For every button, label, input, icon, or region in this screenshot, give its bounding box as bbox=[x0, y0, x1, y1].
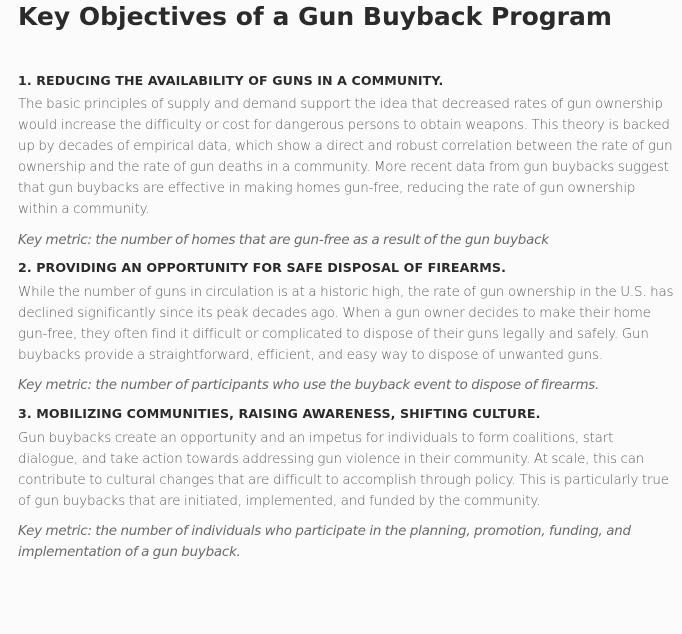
objective-heading: 2. PROVIDING AN OPPORTUNITY FOR SAFE DISPOSAL OF FIREARMS. bbox=[18, 260, 506, 275]
key-metric: Key metric: the number of individuals who participate in the planning, promotion, funding, and implementation of a gun buyback. bbox=[18, 524, 631, 560]
objective-body: While the number of guns in circulation is at a historic high, the rate of gun ownership in the U.S. has declined significantly since its peak decades ago. When a gun owner decides to make their home gun-free, they often find it difficult or complicated to dispose of their guns legally and safely. Gun buybacks provide a straightforward, efficient, and easy way to dispose of unwanted guns. bbox=[18, 285, 674, 363]
objective-heading: 3. MOBILIZING COMMUNITIES, RAISING AWARENESS, SHIFTING CULTURE. bbox=[18, 406, 541, 421]
objective-section-3 bbox=[18, 404, 676, 563]
objective-body: Gun buybacks create an opportunity and an impetus for individuals to form coalitions, start dialogue, and take action towards addressing gun violence in their community. At scale, this can contribute to cultural changes that are difficult to accomplish through policy. This is particularly true of gun buybacks that are initiated, implemented, and funded by the community. bbox=[18, 431, 669, 509]
key-metric: Key metric: the number of homes that are gun-free as a result of the gun buyback bbox=[18, 233, 549, 248]
objective-section-1 bbox=[18, 71, 676, 251]
page-title: Key Objectives of a Gun Buyback Program bbox=[18, 2, 612, 31]
objective-section-2 bbox=[18, 258, 676, 396]
objective-body: The basic principles of supply and demand support the idea that decreased rates of gun ownership would increase the difficulty or cost for dangerous persons to obtain weapons. This theory is backed up by decades of empirical data, which show a direct and robust correlation between the rate of gun ownership and the rate of gun deaths in a community. More recent data from gun buybacks suggest that gun buybacks are effective in making homes gun-free, reducing the rate of gun ownership within a community. bbox=[18, 97, 673, 217]
objective-heading: 1. REDUCING THE AVAILABILITY OF GUNS IN A COMMUNITY. bbox=[18, 73, 444, 88]
key-metric: Key metric: the number of participants who use the buyback event to dispose of firearms. bbox=[18, 378, 600, 393]
